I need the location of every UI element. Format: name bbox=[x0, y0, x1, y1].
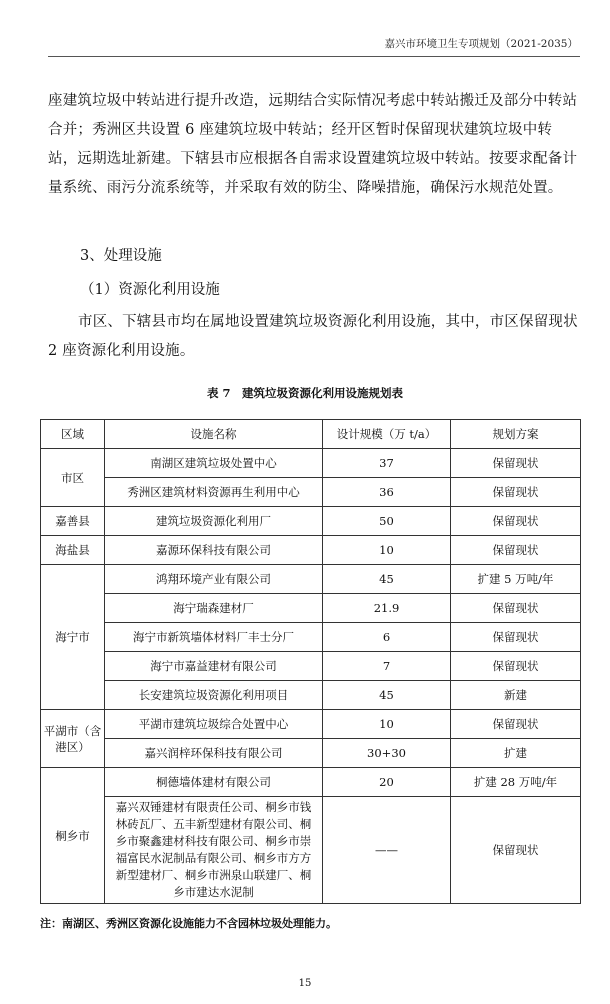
region-cell: 平湖市（含港区） bbox=[41, 710, 105, 768]
table-header-cell: 设计规模（万 t/a） bbox=[323, 420, 451, 449]
facility-name: 海宁市嘉益建材有限公司 bbox=[105, 652, 323, 681]
facility-name: 南湖区建筑垃圾处置中心 bbox=[105, 449, 323, 478]
facility-name: 建筑垃圾资源化利用厂 bbox=[105, 507, 323, 536]
design-scale: 10 bbox=[323, 536, 451, 565]
facility-name: 鸿翔环境产业有限公司 bbox=[105, 565, 323, 594]
facility-name: 嘉兴润梓环保科技有限公司 bbox=[105, 739, 323, 768]
plan: 保留现状 bbox=[451, 652, 581, 681]
region-cell: 桐乡市 bbox=[41, 768, 105, 904]
plan: 保留现状 bbox=[451, 797, 581, 904]
facility-name: 嘉兴双锤建材有限责任公司、桐乡市钱林砖瓦厂、五丰新型建材有限公司、桐乡市聚鑫建材科技有限公司、桐乡市崇福富民水泥制品有限公司、桐乡市方方新型建材厂、桐乡市洲泉山联建厂、桐乡市建达水泥制 bbox=[105, 797, 323, 904]
plan: 保留现状 bbox=[451, 507, 581, 536]
table-row bbox=[41, 652, 581, 681]
table-row bbox=[41, 536, 581, 565]
table-row bbox=[41, 797, 581, 904]
section-heading: 3、处理设施 bbox=[80, 248, 162, 264]
subsection-heading: （1）资源化利用设施 bbox=[80, 282, 220, 298]
table-header-row bbox=[41, 420, 581, 449]
facilities-table bbox=[40, 419, 581, 904]
design-scale: 30+30 bbox=[323, 739, 451, 768]
region-cell: 海宁市 bbox=[41, 565, 105, 710]
table-row bbox=[41, 507, 581, 536]
plan: 扩建 5 万吨/年 bbox=[451, 565, 581, 594]
page-number: 15 bbox=[298, 978, 312, 989]
facility-name: 海宁市新筑墙体材料厂丰士分厂 bbox=[105, 623, 323, 652]
paragraph-1: 座建筑垃圾中转站进行提升改造，远期结合实际情况考虑中转站搬迁及部分中转站合并；秀洲区共设置 6 座建筑垃圾中转站；经开区暂时保留现状建筑垃圾中转站，远期选址新建。下辖县市应根据各自需求设置建筑垃圾中转站。按要求配备计量系统、雨污分流系统等，并采取有效的防尘、降噪措施，确保污水规范处置。 bbox=[48, 93, 578, 196]
table-row bbox=[41, 623, 581, 652]
table-title: 表 7 建筑垃圾资源化利用设施规划表 bbox=[206, 386, 403, 400]
plan: 保留现状 bbox=[451, 478, 581, 507]
design-scale: 45 bbox=[323, 681, 451, 710]
table-header-cell: 区域 bbox=[41, 420, 105, 449]
design-scale: 6 bbox=[323, 623, 451, 652]
table-row bbox=[41, 594, 581, 623]
plan: 保留现状 bbox=[451, 623, 581, 652]
facility-name: 平湖市建筑垃圾综合处置中心 bbox=[105, 710, 323, 739]
plan: 保留现状 bbox=[451, 536, 581, 565]
facility-name: 海宁瑞森建材厂 bbox=[105, 594, 323, 623]
table-row bbox=[41, 768, 581, 797]
table-row bbox=[41, 710, 581, 739]
region-cell: 市区 bbox=[41, 449, 105, 507]
design-scale: —— bbox=[323, 797, 451, 904]
table-row bbox=[41, 739, 581, 768]
region-cell: 嘉善县 bbox=[41, 507, 105, 536]
facility-name: 秀洲区建筑材料资源再生利用中心 bbox=[105, 478, 323, 507]
table-note: 注：南湖区、秀洲区资源化设施能力不含园林垃圾处理能力。 bbox=[40, 917, 337, 930]
facility-name: 长安建筑垃圾资源化利用项目 bbox=[105, 681, 323, 710]
table-row bbox=[41, 681, 581, 710]
design-scale: 36 bbox=[323, 478, 451, 507]
header-rule bbox=[48, 56, 580, 57]
design-scale: 20 bbox=[323, 768, 451, 797]
plan: 保留现状 bbox=[451, 449, 581, 478]
design-scale: 21.9 bbox=[323, 594, 451, 623]
design-scale: 7 bbox=[323, 652, 451, 681]
page-header: 嘉兴市环境卫生专项规划（2021-2035） bbox=[384, 38, 578, 50]
facility-name: 嘉源环保科技有限公司 bbox=[105, 536, 323, 565]
design-scale: 10 bbox=[323, 710, 451, 739]
plan: 扩建 28 万吨/年 bbox=[451, 768, 581, 797]
design-scale: 37 bbox=[323, 449, 451, 478]
paragraph-2: 市区、下辖县市均在属地设置建筑垃圾资源化利用设施，其中，市区保留现状 2 座资源化利用设施。 bbox=[48, 314, 578, 359]
design-scale: 45 bbox=[323, 565, 451, 594]
table-header-cell: 规划方案 bbox=[451, 420, 581, 449]
plan: 保留现状 bbox=[451, 710, 581, 739]
table-header-cell: 设施名称 bbox=[105, 420, 323, 449]
table-row bbox=[41, 449, 581, 478]
plan: 保留现状 bbox=[451, 594, 581, 623]
region-cell: 海盐县 bbox=[41, 536, 105, 565]
plan: 新建 bbox=[451, 681, 581, 710]
design-scale: 50 bbox=[323, 507, 451, 536]
facility-name: 桐德墙体建材有限公司 bbox=[105, 768, 323, 797]
plan: 扩建 bbox=[451, 739, 581, 768]
table-row bbox=[41, 565, 581, 594]
table-row bbox=[41, 478, 581, 507]
